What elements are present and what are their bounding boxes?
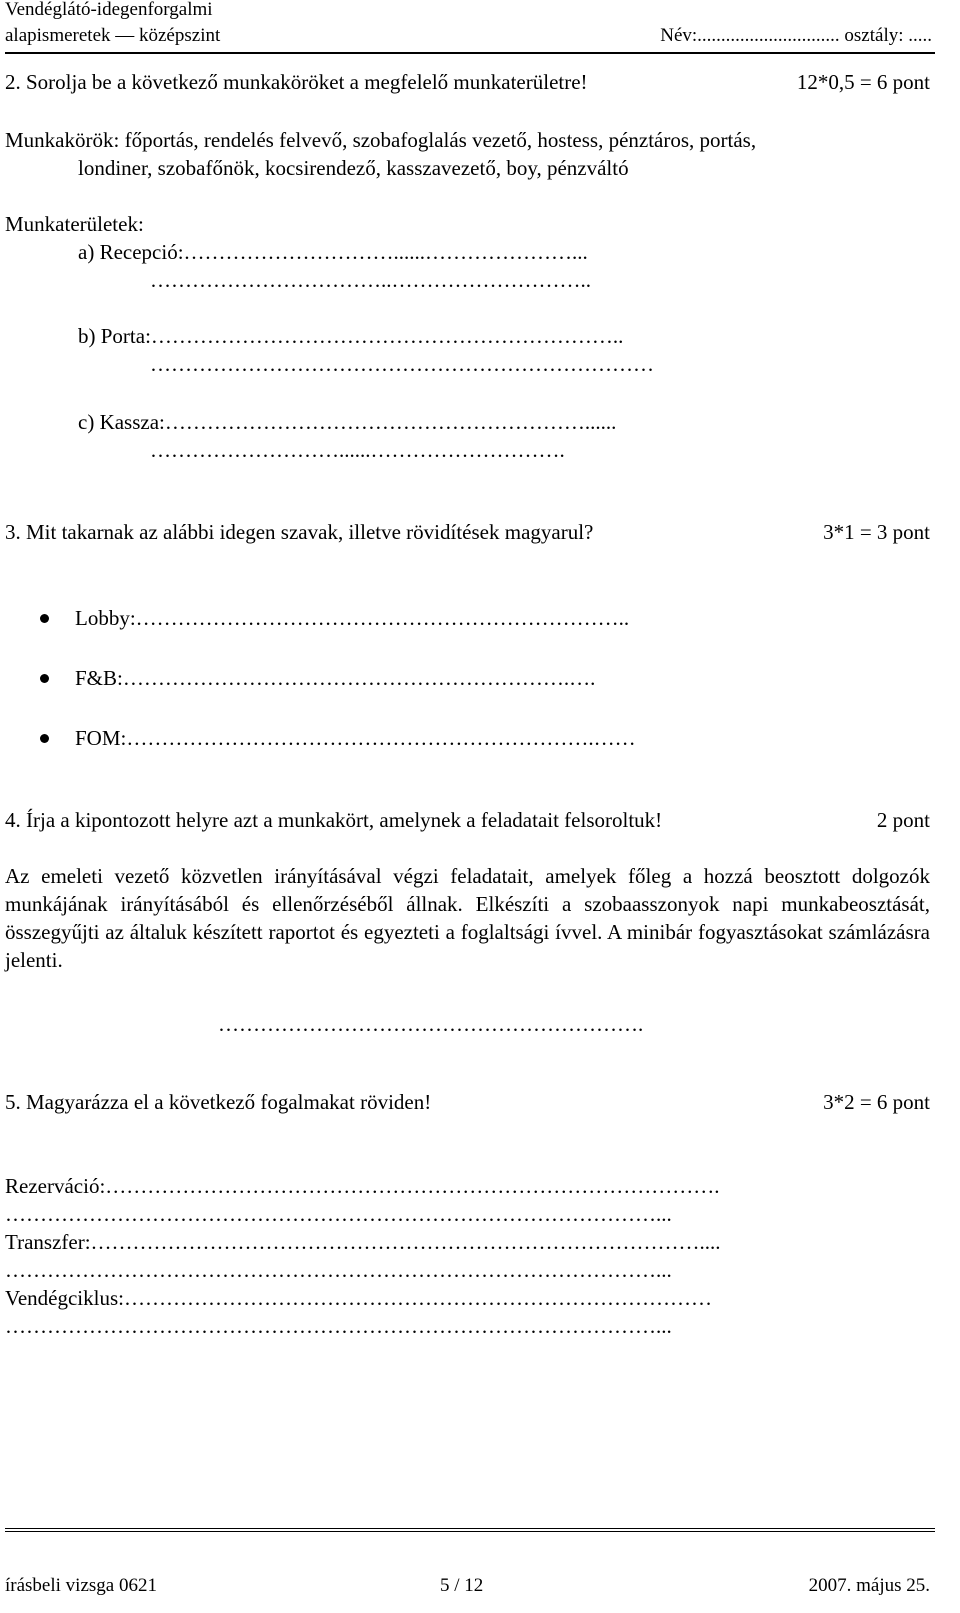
answer-dots[interactable]: ………………………………………………………….…… (126, 726, 636, 750)
task4-points: 2 pont (876, 808, 930, 832)
concept-label: Transzfer: (5, 1230, 91, 1254)
task5-title: 5. Magyarázza el a következő fogalmakat röviden! (5, 1090, 432, 1114)
task2-points: 12*0,5 = 6 pont (796, 70, 930, 94)
answer-dots[interactable]: …………………………………………………………….. (135, 606, 630, 630)
area-label: c) Kassza: (78, 410, 165, 434)
task4-answer-dots[interactable]: ……………………………………………………. (218, 1012, 644, 1036)
footer-rule-double (5, 1531, 935, 1532)
answer-dots[interactable]: …………………………………………………………………………….... (90, 1230, 721, 1254)
answer-dots[interactable]: ………………………………………………………………………… (123, 1286, 712, 1310)
term-label: Lobby: (75, 606, 136, 630)
concept-rezervacio-line2[interactable]: …………………………………………………………………………………... (5, 1202, 672, 1226)
name-class-field: Név:.............................. osztály: ..... (660, 25, 932, 46)
answer-dots[interactable]: …………………………......…………………... (183, 240, 588, 264)
task3-title: 3. Mit takarnak az alábbi idegen szavak, illetve rövidítések magyarul? (5, 520, 594, 544)
area-porta-line2[interactable]: ……………………………………………………………… (150, 352, 654, 376)
task5-points: 3*2 = 6 pont (823, 1090, 930, 1114)
area-recepcio (78, 240, 588, 264)
concept-transzfer (5, 1230, 930, 1254)
term-label: FOM: (75, 726, 127, 750)
answer-dots[interactable]: ……………………………………………………….…. (122, 666, 596, 690)
term-label: F&B: (75, 666, 123, 690)
area-kassza (78, 410, 616, 434)
task2-areas-label: Munkaterületek: (5, 212, 144, 236)
term-fb (75, 666, 595, 690)
area-label: a) Recepció: (78, 240, 184, 264)
bullet-icon (40, 674, 49, 683)
header-rule (5, 52, 935, 54)
task4-title: 4. Írja a kipontozott helyre azt a munkakört, amelynek a feladatait felsoroltuk! (5, 808, 663, 832)
concept-label: Rezerváció: (5, 1174, 106, 1198)
footer-exam-label: írásbeli vizsga 0621 (5, 1575, 157, 1596)
bullet-icon (40, 614, 49, 623)
answer-dots[interactable]: ………………………………………………………….. (150, 324, 624, 348)
area-recepcio-line2[interactable]: ……………………………..……………………….. (150, 268, 591, 292)
answer-dots[interactable]: ……………………………………………………...... (164, 410, 617, 434)
concept-label: Vendégciklus: (5, 1286, 124, 1310)
answer-dots[interactable]: ……………………………………………………………………………. (105, 1174, 720, 1198)
task2-title: 2. Sorolja be a következő munkaköröket a megfelelő munkaterületre! (5, 70, 588, 94)
footer-rule (5, 1528, 935, 1529)
bullet-icon (40, 734, 49, 743)
task2-jobs-line1: Munkakörök: főportás, rendelés felvevő, szobafoglalás vezető, hostess, pénztáros, portás, (5, 128, 757, 152)
area-kassza-line2[interactable]: ………………………......………………………. (150, 438, 565, 462)
term-lobby (75, 606, 629, 630)
area-porta (78, 324, 623, 348)
concept-transzfer-line2[interactable]: …………………………………………………………………………………... (5, 1258, 672, 1282)
task3-points: 3*1 = 3 pont (823, 520, 930, 544)
concept-rezervacio (5, 1174, 930, 1198)
area-label: b) Porta: (78, 324, 151, 348)
footer-page-number: 5 / 12 (440, 1575, 484, 1596)
term-fom (75, 726, 636, 750)
footer-date: 2007. május 25. (808, 1575, 930, 1596)
concept-vendegciklus-line2[interactable]: …………………………………………………………………………………... (5, 1314, 672, 1338)
subject-title-line1: Vendéglátó-idegenforgalmi (5, 0, 213, 20)
task2-jobs-line2: londiner, szobafőnök, kocsirendező, kasszavezető, boy, pénzváltó (78, 156, 629, 180)
task4-description: Az emeleti vezető közvetlen irányításával végzi feladatait, amelyek főleg a hozzá beosztott dolgozók munkájának irányításából és ellenőrzéséből állnak. Elkészíti a szobaasszonyok napi munkabeosztását, összegyűjti az általuk készített raportot és egyezteti a foglaltsági ívvel. A minibár fogyasztásokat számlázásra jelenti. (5, 864, 930, 972)
concept-vendegciklus (5, 1286, 930, 1310)
subject-title-line2: alapismeretek — középszint (5, 25, 221, 46)
